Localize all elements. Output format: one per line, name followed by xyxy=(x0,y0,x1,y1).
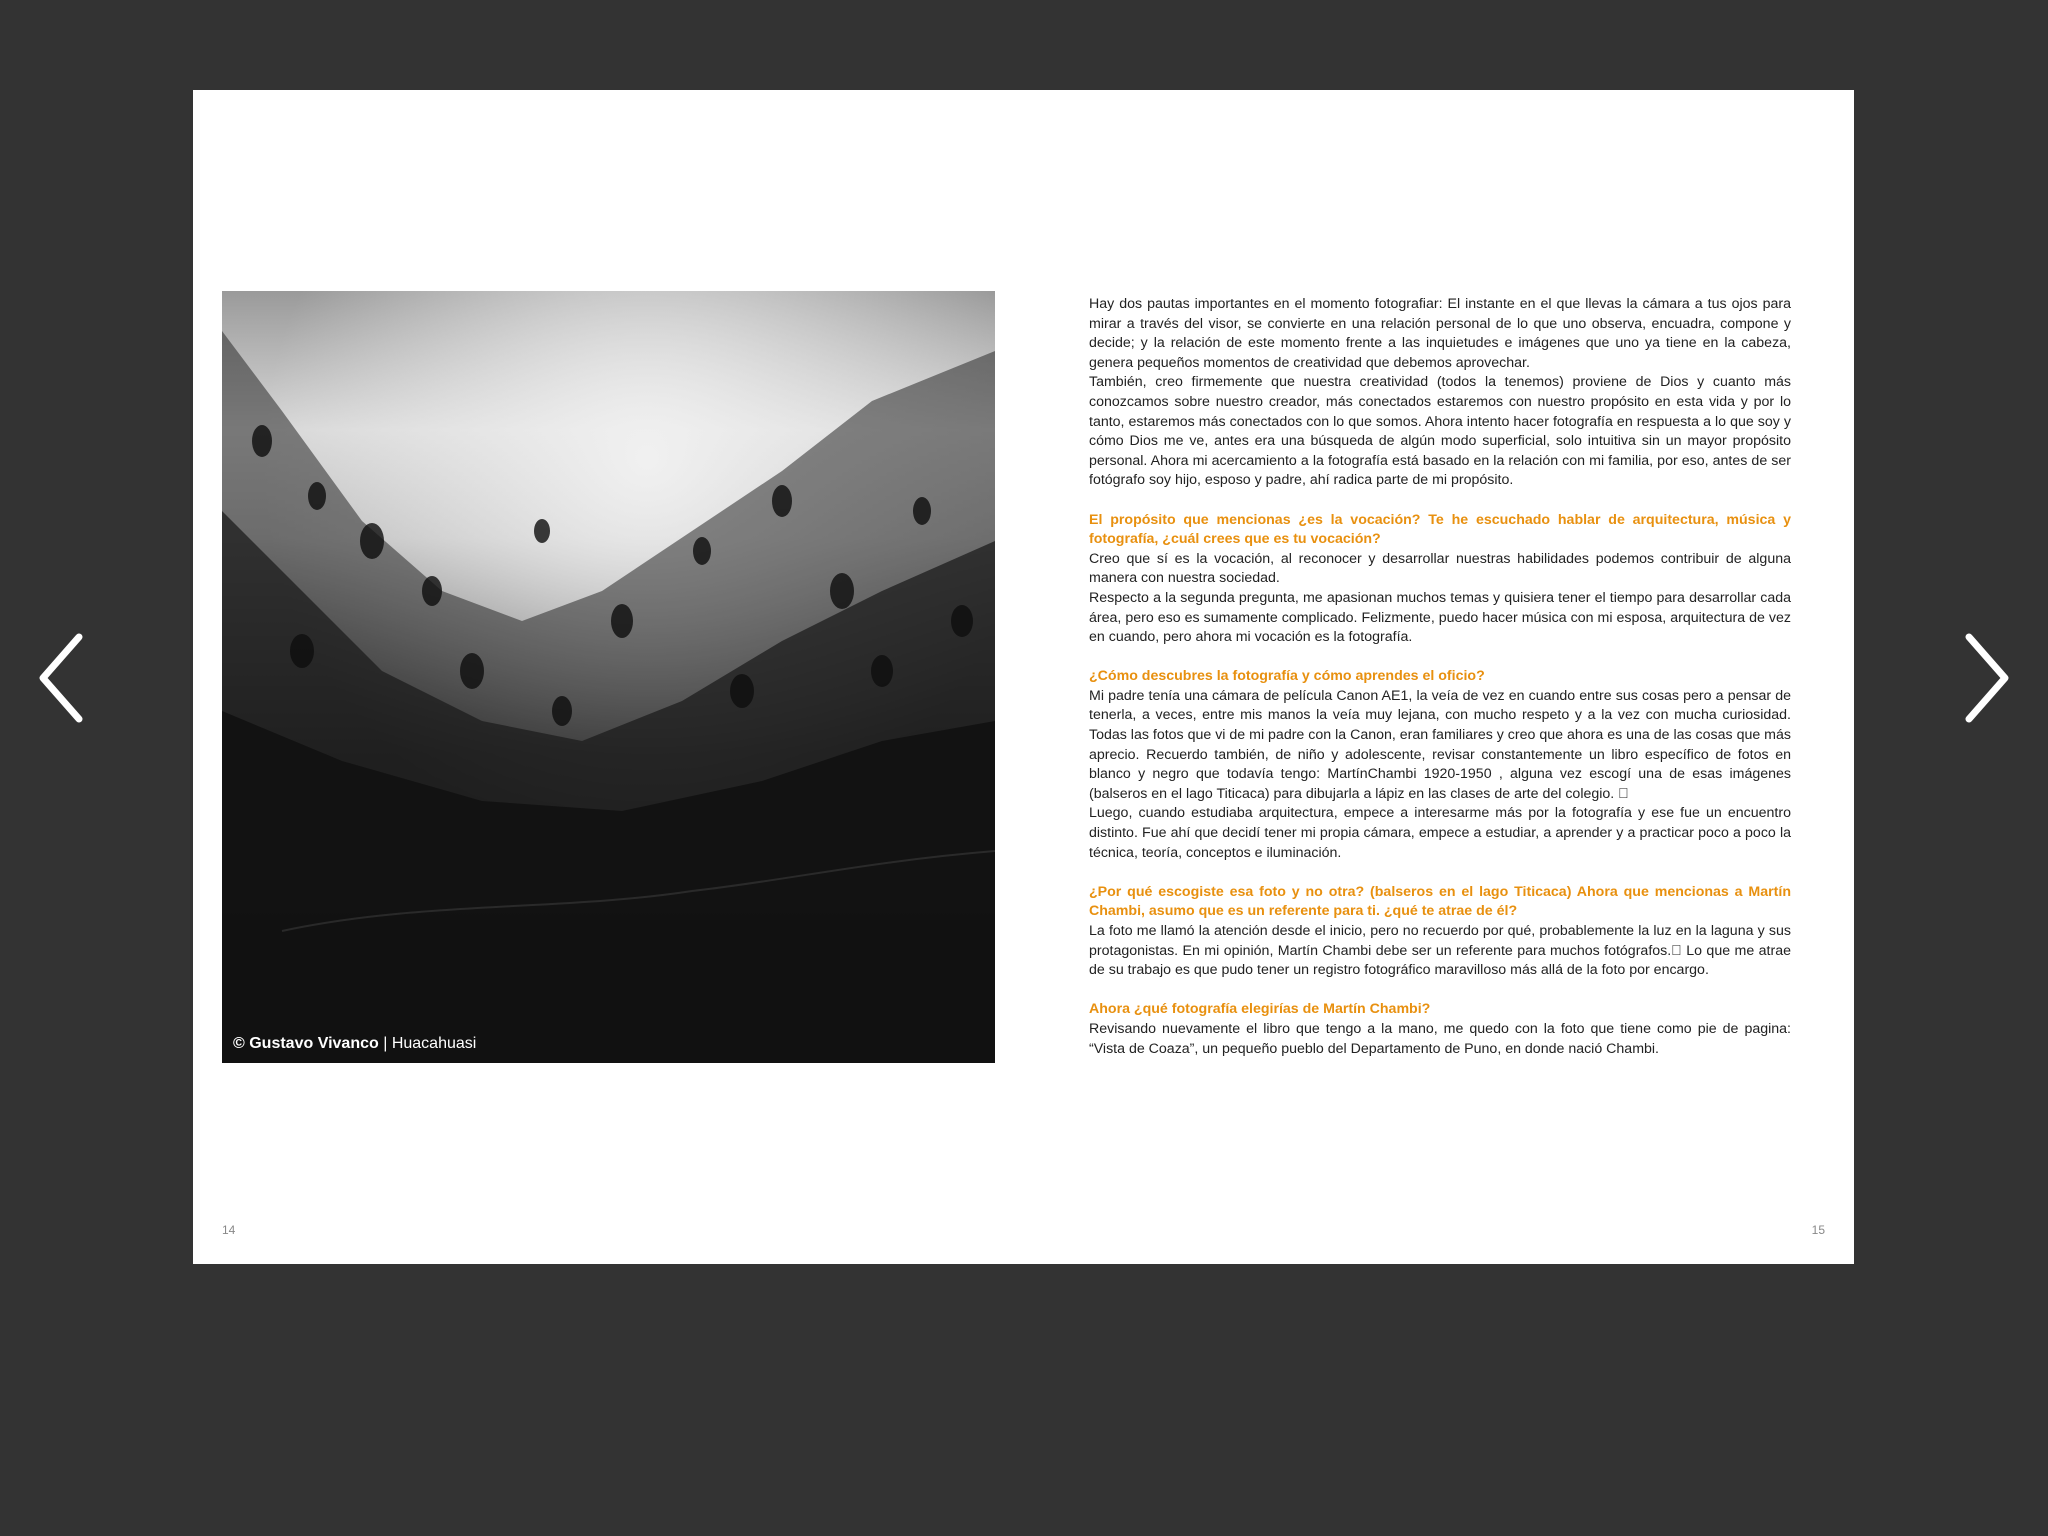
landscape-photo xyxy=(222,291,995,1063)
caption-separator: | xyxy=(378,1035,392,1052)
article-paragraph: Hay dos pautas importantes en el momento fotografiar: El instante en el que llevas la cámara a tus ojos para mirar a través del visor, se convierte en una relación personal de lo que uno observa, encuadra, compone y decide; y la relación de este momento frente a las inquietudes e imágenes que uno ya tiene en la cabeza, genera pequeños momentos de creatividad que debemos aprovechar. xyxy=(1089,296,1791,371)
interview-question: El propósito que mencionas ¿es la vocación? Te he escuchado hablar de arquitectura, música y fotografía, ¿cuál crees que es tu vocación? xyxy=(1089,511,1791,548)
interview-answer: Respecto a la segunda pregunta, me apasionan muchos temas y quisiera tener el tiempo para desarrollar cada área, pero eso es sumamente complicado. Felizmente, puedo hacer música con mi esposa, arquitectura de vez en cuando, pero ahora mi vocación es la fotografía. xyxy=(1089,589,1791,646)
previous-page-button[interactable] xyxy=(32,628,92,728)
chevron-right-icon xyxy=(1961,633,2011,723)
chevron-left-icon xyxy=(37,633,87,723)
page-number-right: 15 xyxy=(1811,1223,1825,1237)
article-paragraph: También, creo firmemente que nuestra creatividad (todos la tenemos) proviene de Dios y cuanto más conozcamos sobre nuestro creador, más conectados estaremos con nuestro propósito en esta vida y por lo tanto, estaremos más conectados con lo que somos. Ahora intento hacer fotografía en respuesta a lo que soy y cómo Dios me ve, antes era una búsqueda de algún modo superficial, solo intuitiva sin un mayor propósito personal. Ahora mi acercamiento a la fotografía está basado en la relación con mi familia, por eso, antes de ser fotógrafo soy hijo, esposo y padre, ahí radica parte de mi propósito. xyxy=(1089,374,1791,489)
interview-answer: Revisando nuevamente el libro que tengo a la mano, me quedo con la foto que tiene como pie de pagina: “Vista de Coaza”, un pequeño pueblo del Departamento de Puno, en donde nació Chambi. xyxy=(1089,1020,1791,1057)
photo-caption xyxy=(233,1035,476,1053)
interview-answer: Creo que sí es la vocación, al reconocer y desarrollar nuestras habilidades podemos contribuir de alguna manera con nuestra sociedad. xyxy=(1089,550,1791,587)
interview-answer: Mi padre tenía una cámara de película Canon AE1, la veía de vez en cuando entre sus cosas pero a pensar de tenerla, a veces, entre mis manos la veía muy lejana, con mucho respeto y a la vez con mucha curiosidad. Todas las fotos que vi de mi padre con la Canon, eran familiares y creo que ahora es una de las cosas que más aprecio. Recuerdo también, de niño y adolescente, revisar constantemente un libro específico de fotos en blanco y negro que todavía tengo: MartínChambi 1920-1950 , alguna vez escogí una de esas imágenes (balseros en el lago Titicaca) para dibujarla a lápiz en las clases de arte del colegio.   xyxy=(1089,687,1791,802)
article-text xyxy=(1089,295,1791,1059)
interview-answer: Luego, cuando estudiaba arquitectura, empece a interesarme más por la fotografía y ese fue un encuentro distinto. Fue ahí que decidí tener mi propia cámara, empece a estudiar, a aprender y a practicar poco a poco la técnica, teoría, conceptos e iluminación. xyxy=(1089,805,1791,861)
next-page-button[interactable] xyxy=(1956,628,2016,728)
photo-credit: © Gustavo Vivanco xyxy=(233,1035,379,1052)
interview-answer: La foto me llamó la atención desde el inicio, pero no recuerdo por qué, probablemente la luz en la laguna y sus protagonistas. En mi opinión, Martín Chambi debe ser un referente para muchos fotógrafos.  Lo que me atrae de su trabajo es que pudo tener un registro fotográfico maravilloso más allá de la foto por encargo. xyxy=(1089,923,1791,979)
magazine-spread xyxy=(193,90,1854,1264)
interview-question: Ahora ¿qué fotografía elegirías de Martín Chambi? xyxy=(1089,1001,1431,1018)
forest-photo-image xyxy=(222,291,995,1063)
page-number-left: 14 xyxy=(222,1223,236,1237)
interview-question: ¿Por qué escogiste esa foto y no otra? (balseros en el lago Titicaca) Ahora que mencionas a Martín Chambi, asumo que es un referente para ti. ¿qué te atrae de él? xyxy=(1089,883,1791,920)
interview-question: ¿Cómo descubres la fotografía y cómo aprendes el oficio? xyxy=(1089,668,1485,685)
photo-title: Huacahuasi xyxy=(391,1035,477,1052)
